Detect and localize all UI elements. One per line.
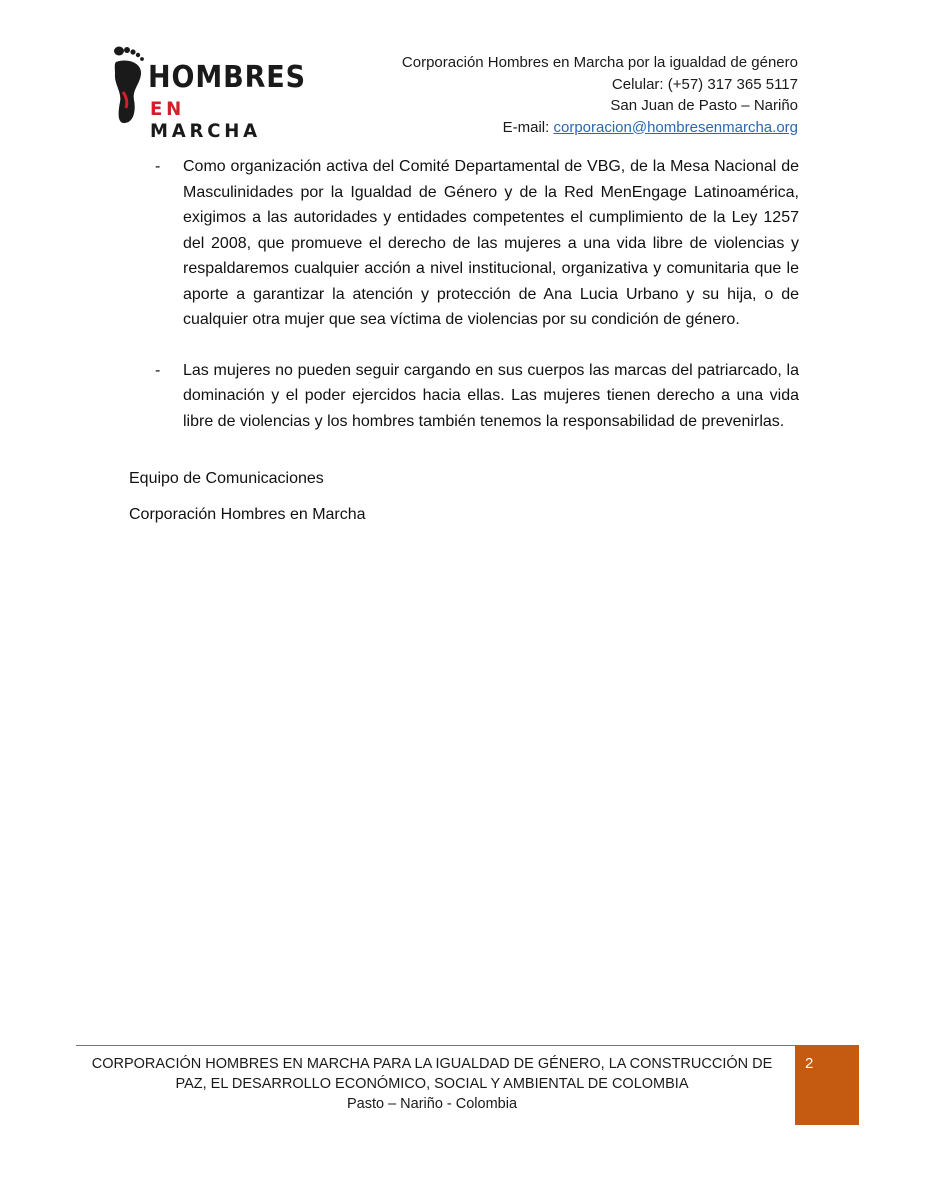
footer <box>76 1054 788 1114</box>
signature-org: Corporación Hombres en Marcha <box>129 506 366 523</box>
footer-line3: Pasto – Nariño - Colombia <box>346 1096 518 1112</box>
signature-team: Equipo de Comunicaciones <box>129 470 324 487</box>
logo-line2 <box>150 98 285 142</box>
footer-divider <box>76 1045 796 1046</box>
header-org: Corporación Hombres en Marcha por la igualdad de género <box>401 54 798 71</box>
logo-en: EN <box>150 98 186 120</box>
footprint-icon <box>112 46 146 126</box>
bullet-list <box>155 154 799 459</box>
header-city: San Juan de Pasto – Nariño <box>610 97 798 114</box>
email-link[interactable]: corporacion@hombresenmarcha.org <box>553 118 798 136</box>
header-contact <box>402 52 798 138</box>
bullet-dash: - <box>155 158 161 175</box>
email-label: E-mail: <box>502 118 554 136</box>
list-item <box>155 358 799 435</box>
header-phone: Celular: (+57) 317 365 5117 <box>611 75 798 93</box>
list-item <box>155 154 799 333</box>
bullet-dash: - <box>155 361 161 379</box>
footer-line2: PAZ, EL DESARROLLO ECONÓMICO, SOCIAL Y AMBIENTAL DE COLOMBIA <box>175 1076 689 1092</box>
signature <box>129 467 366 539</box>
page-number: 2 <box>805 1055 814 1072</box>
logo-marcha: MARCHA <box>150 120 261 142</box>
footer-line1: CORPORACIÓN HOMBRES EN MARCHA PARA LA IGUALDAD DE GÉNERO, LA CONSTRUCCIÓN DE <box>91 1056 773 1072</box>
logo-line1: HOMBRES <box>148 60 306 95</box>
page-number-box <box>795 1045 859 1125</box>
logo <box>112 46 306 142</box>
bullet-text: Como organización activa del Comité Departamental de VBG, de la Mesa Nacional de Masculinidades por la Igualdad de Género y de la Red MenEngage Latinoamérica, exigimos a las autoridades y entidades competentes el cumplimiento de la Ley 1257 del 2008, que promueve el derecho de las mujeres a una vida libre de violencias y respaldaremos cualquier acción a nivel institucional, organizativa y comunitaria que le aporte a garantizar la atención y protección de Ana Lucia Urbano y su hija, o de cualquier otra mujer que sea víctima de violencias por su condición de género. <box>183 158 799 328</box>
header-email-row <box>402 117 798 139</box>
bullet-text: Las mujeres no pueden seguir cargando en sus cuerpos las marcas del patriarcado, la dominación y el poder ejercidos hacia ellas. Las mujeres tienen derecho a una vida libre de violencias y los hombres también tenemos la responsabilidad de prevenirlas. <box>183 361 799 430</box>
